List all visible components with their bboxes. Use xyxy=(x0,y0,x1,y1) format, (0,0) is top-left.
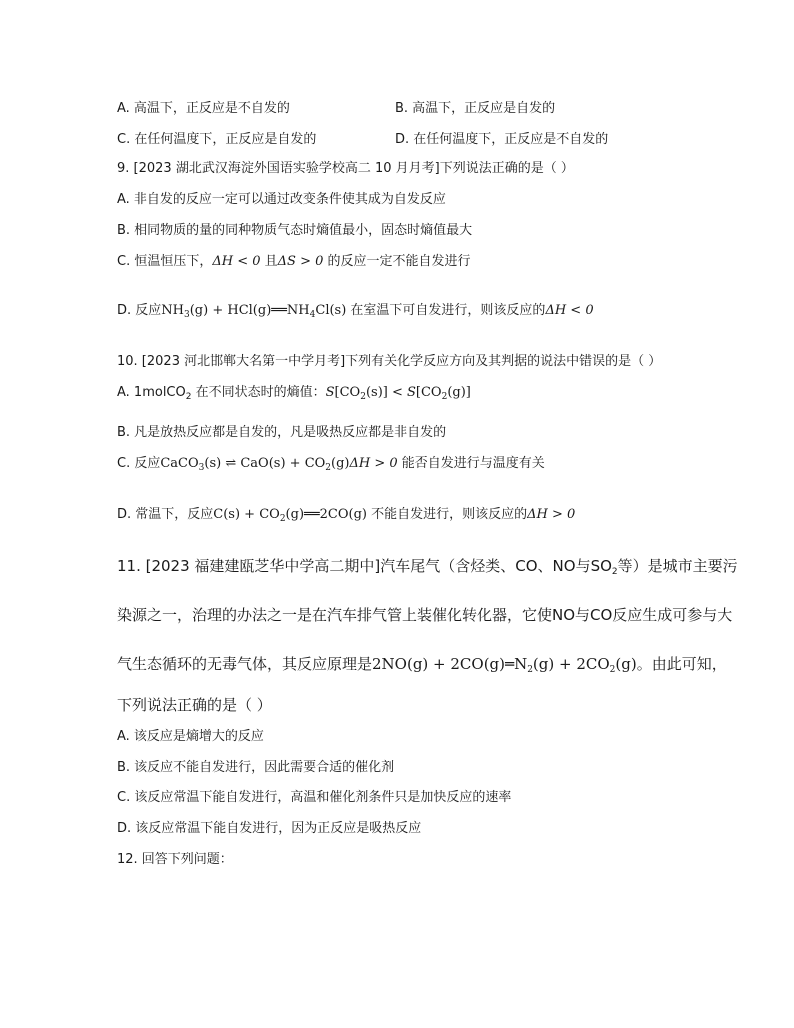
q9-d-math: ΔH < 0 xyxy=(545,303,594,318)
q10-stem: 10. [2023 河北邯郸大名第一中学月考]下列有关化学反应方向及其判据的说法中错误的是（ ） xyxy=(117,354,662,369)
q11-stem-line2: 染源之一，治理的办法之一是在汽车排气管上装催化转化器，它使NO与CO反应生成可参与大 xyxy=(117,606,733,624)
q10-a-math-s2: S xyxy=(407,385,416,400)
q11-stem-l3-prefix: 气生态循环的无毒气体，其反应原理是 xyxy=(117,655,373,673)
q10-a-prefix: A. 1molCO xyxy=(117,385,186,400)
q10-a-chem4: (g)] xyxy=(447,385,471,400)
q10-a-chem2: (s)] < xyxy=(365,385,407,400)
q11-option-b: B. 该反应不能自发进行，因此需要合适的催化剂 xyxy=(117,760,395,775)
q10-c-chem3: (g) xyxy=(331,456,350,471)
q8-option-d: D. 在任何温度下，正反应是不自发的 xyxy=(395,132,609,147)
q8-option-c: C. 在任何温度下，正反应是自发的 xyxy=(117,132,317,147)
q10-a-mid: 在不同状态时的熵值： xyxy=(191,385,326,400)
q11-stem-line1 xyxy=(117,556,738,576)
q11-stem-l1-prefix: 11. [2023 福建建瓯芝华中学高二期中]汽车尾气（含烃类、CO、NO与SO xyxy=(117,557,612,575)
q9-d-chem-a: NH xyxy=(161,303,184,318)
q9-d-sub-a: 3 xyxy=(184,310,190,320)
q10-a-sub2: 2 xyxy=(441,392,448,402)
q11-option-a: A. 该反应是熵增大的反应 xyxy=(117,729,264,744)
q9-stem: 9. [2023 湖北武汉海淀外国语实验学校高二 10 月月考]下列说法正确的是（ ） xyxy=(117,161,574,176)
q10-d-chem1: C(s) + CO xyxy=(213,507,280,522)
q11-stem-l3-chem4: (g) xyxy=(615,655,637,673)
q11-stem-l3-sub1: 2 xyxy=(527,665,533,675)
q10-d-math: ΔH > 0 xyxy=(527,507,576,522)
q11-stem-l3-chem3: (g) + 2CO xyxy=(532,655,610,673)
q10-option-d xyxy=(117,505,575,525)
q10-a-sub1: 2 xyxy=(360,392,366,402)
q9-d-mid: 在室温下可自发进行，则该反应的 xyxy=(346,303,546,318)
q11-stem-l3-suffix: 。由此可知， xyxy=(636,655,727,673)
q9-c-suffix: 的反应一定不能自发进行 xyxy=(323,254,471,269)
q10-d-prefix: D. 常温下，反应 xyxy=(117,507,214,522)
q10-c-math: ΔH > 0 xyxy=(349,456,398,471)
q9-c-math1: ΔH < 0 xyxy=(212,254,261,269)
q9-option-d xyxy=(117,301,594,321)
q11-stem-line3 xyxy=(117,654,727,674)
q12-stem: 12. 回答下列问题： xyxy=(117,852,233,867)
q11-stem-l3-eq: ═ xyxy=(505,655,515,673)
q11-stem-line4: 下列说法正确的是（ ） xyxy=(117,696,272,714)
q10-c-sub1: 3 xyxy=(198,463,205,473)
q11-stem-l3-sub2: 2 xyxy=(609,665,616,675)
q10-a-sub: 2 xyxy=(185,392,192,402)
q10-c-chem2: (s) ⇌ CaO(s) + CO xyxy=(204,456,326,471)
q9-d-sub-b: 4 xyxy=(309,310,316,320)
q11-stem-l1-suffix: 等）是城市主要污 xyxy=(617,557,738,575)
q10-d-mid: 不能自发进行，则该反应的 xyxy=(367,507,528,522)
q9-d-chem-c: Cl(s) xyxy=(315,303,347,318)
q9-c-prefix: C. 恒温恒压下， xyxy=(117,254,213,269)
q11-stem-l1-sub: 2 xyxy=(611,567,618,577)
q10-c-suffix: 能否自发进行与温度有关 xyxy=(397,456,545,471)
q11-option-d: D. 该反应常温下能自发进行，因为正反应是吸热反应 xyxy=(117,821,422,836)
q9-c-math2: ΔS > 0 xyxy=(277,254,324,269)
q10-d-sub1: 2 xyxy=(279,514,286,524)
q10-option-c xyxy=(117,454,545,474)
q10-a-math-s1: S xyxy=(325,385,335,400)
q9-c-mid: 且 xyxy=(260,254,278,269)
q10-option-b: B. 凡是放热反应都是自发的，凡是吸热反应都是非自发的 xyxy=(117,425,447,440)
q9-d-prefix: D. 反应 xyxy=(117,303,162,318)
q10-c-prefix: C. 反应 xyxy=(117,456,161,471)
q11-stem-l3-chem1: 2NO(g) + 2CO(g) xyxy=(372,655,506,673)
q10-a-chem1: [CO xyxy=(334,385,361,400)
q8-option-b: B. 高温下，正反应是自发的 xyxy=(395,101,556,116)
q9-option-c xyxy=(117,252,471,272)
q10-a-chem3: [CO xyxy=(415,385,442,400)
q9-d-chem-b: (g) + HCl(g)══NH xyxy=(189,303,310,318)
q10-option-a xyxy=(117,383,471,403)
q11-option-c: C. 该反应常温下能自发进行，高温和催化剂条件只是加快反应的速率 xyxy=(117,790,512,805)
q8-option-a: A. 高温下，正反应是不自发的 xyxy=(117,101,290,116)
q10-c-chem1: CaCO xyxy=(160,456,199,471)
q10-d-chem2: (g)══2CO(g) xyxy=(285,507,368,522)
q9-option-a: A. 非自发的反应一定可以通过改变条件使其成为自发反应 xyxy=(117,192,446,207)
q11-stem-l3-chem2: N xyxy=(514,655,528,673)
q10-c-sub2: 2 xyxy=(325,463,332,473)
q9-option-b: B. 相同物质的量的同种物质气态时熵值最小，固态时熵值最大 xyxy=(117,223,473,238)
